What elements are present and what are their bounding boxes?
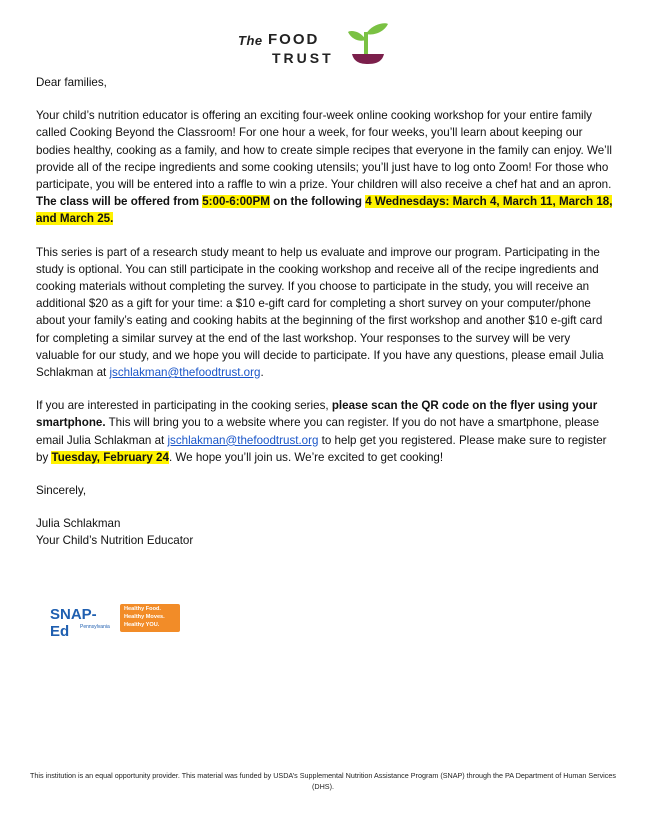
sprout-icon [346,18,390,66]
email-link-study[interactable]: jschlakman@thefoodtrust.org [109,366,261,380]
paragraph-study [36,244,614,382]
logo-food: FOOD [268,31,320,48]
following-text: on the following [269,195,366,209]
study-description: This series is part of a research study meant to help us evaluate and improve our program. Participating in the study is optional. You can still participate in the cooking workshop and receive all of the recipe ingredients and cooking materials without completing the survey. If you choose to participate in the study, you will receive an additional $20 as a gift for your time: a $10 e-gift card for completing a short survey on your computer/phone about your family’s eating and cooking habits at the beginning of the first workshop and another $10 e-gift card for completing a similar survey at the end of the last workshop. Your responses to the survey will be very valuable for our study, and we hope you will decide to participate. If you have any questions, please email Julia Schlakman at [36,245,604,380]
class-time: 5:00-6:00PM [202,195,270,209]
paragraph-register [36,397,614,466]
signer-title: Your Child’s Nutrition Educator [36,534,194,548]
snap-ed-state: Pennsylvania [80,624,110,630]
snap-ed-name: SNAP-Ed [50,606,97,640]
snap-tagline-2: Healthy Moves. [124,614,165,620]
register-website-text: This will bring you to a website where you can register. If you do not have a smartphone, please email Julia Schlakman at [36,416,600,447]
workshop-description: Your child’s nutrition educator is offering an exciting four-week online cooking workshop for your entire family called Cooking Beyond the Classroom! For one hour a week, for four weeks, you’ll learn about keeping our bodies healthy, cooking as a family, and how to create simple recipes that everyone in the family can enjoy. We’ll provide all of the recipe ingredients and some cooking utensils; you’ll just have to log onto Zoom! For those who participate, you will be entered into a raffle to win a prize. Your children will also receive a chef hat and an apron. [36,109,612,192]
greeting: Dear families, [36,76,107,89]
email-link-register[interactable]: jschlakman@thefoodtrust.org [167,433,319,447]
closing: Sincerely, [36,484,87,498]
logo-trust: TRUST [272,50,334,66]
class-dates: 4 Wednesdays: March 4, March 11, March 18, and March 25. [36,195,613,226]
scan-qr-instruction: please scan the QR code on the flyer using your smartphone. [36,399,598,430]
register-help-text: to help get you registered. Please make sure to register by [36,433,607,464]
logo-the: The [238,33,263,48]
snap-tagline-1: Healthy Food. [124,606,161,612]
register-deadline: Tuesday, February 24 [51,450,169,464]
paragraph-workshop [36,107,614,227]
snap-ed-tagline-box [120,604,180,632]
signer-name: Julia Schlakman [36,517,121,531]
letter-body [36,74,614,550]
study-end: . [260,366,264,380]
class-offered-text: The class will be offered from [36,195,203,209]
food-trust-logo [236,14,396,70]
snap-tagline-3: Healthy YOU. [124,622,160,628]
register-intro: If you are interested in participating in the cooking series, [36,399,332,413]
footer-disclaimer: This institution is an equal opportunity provider. This material was funded by USDA’s Supplemental Nutrition Assistance Program (SNAP) through the PA Department of Human Services (DHS). [30,771,616,791]
register-closing-text: . We hope you’ll join us. We’re excited to get cooking! [168,450,444,464]
